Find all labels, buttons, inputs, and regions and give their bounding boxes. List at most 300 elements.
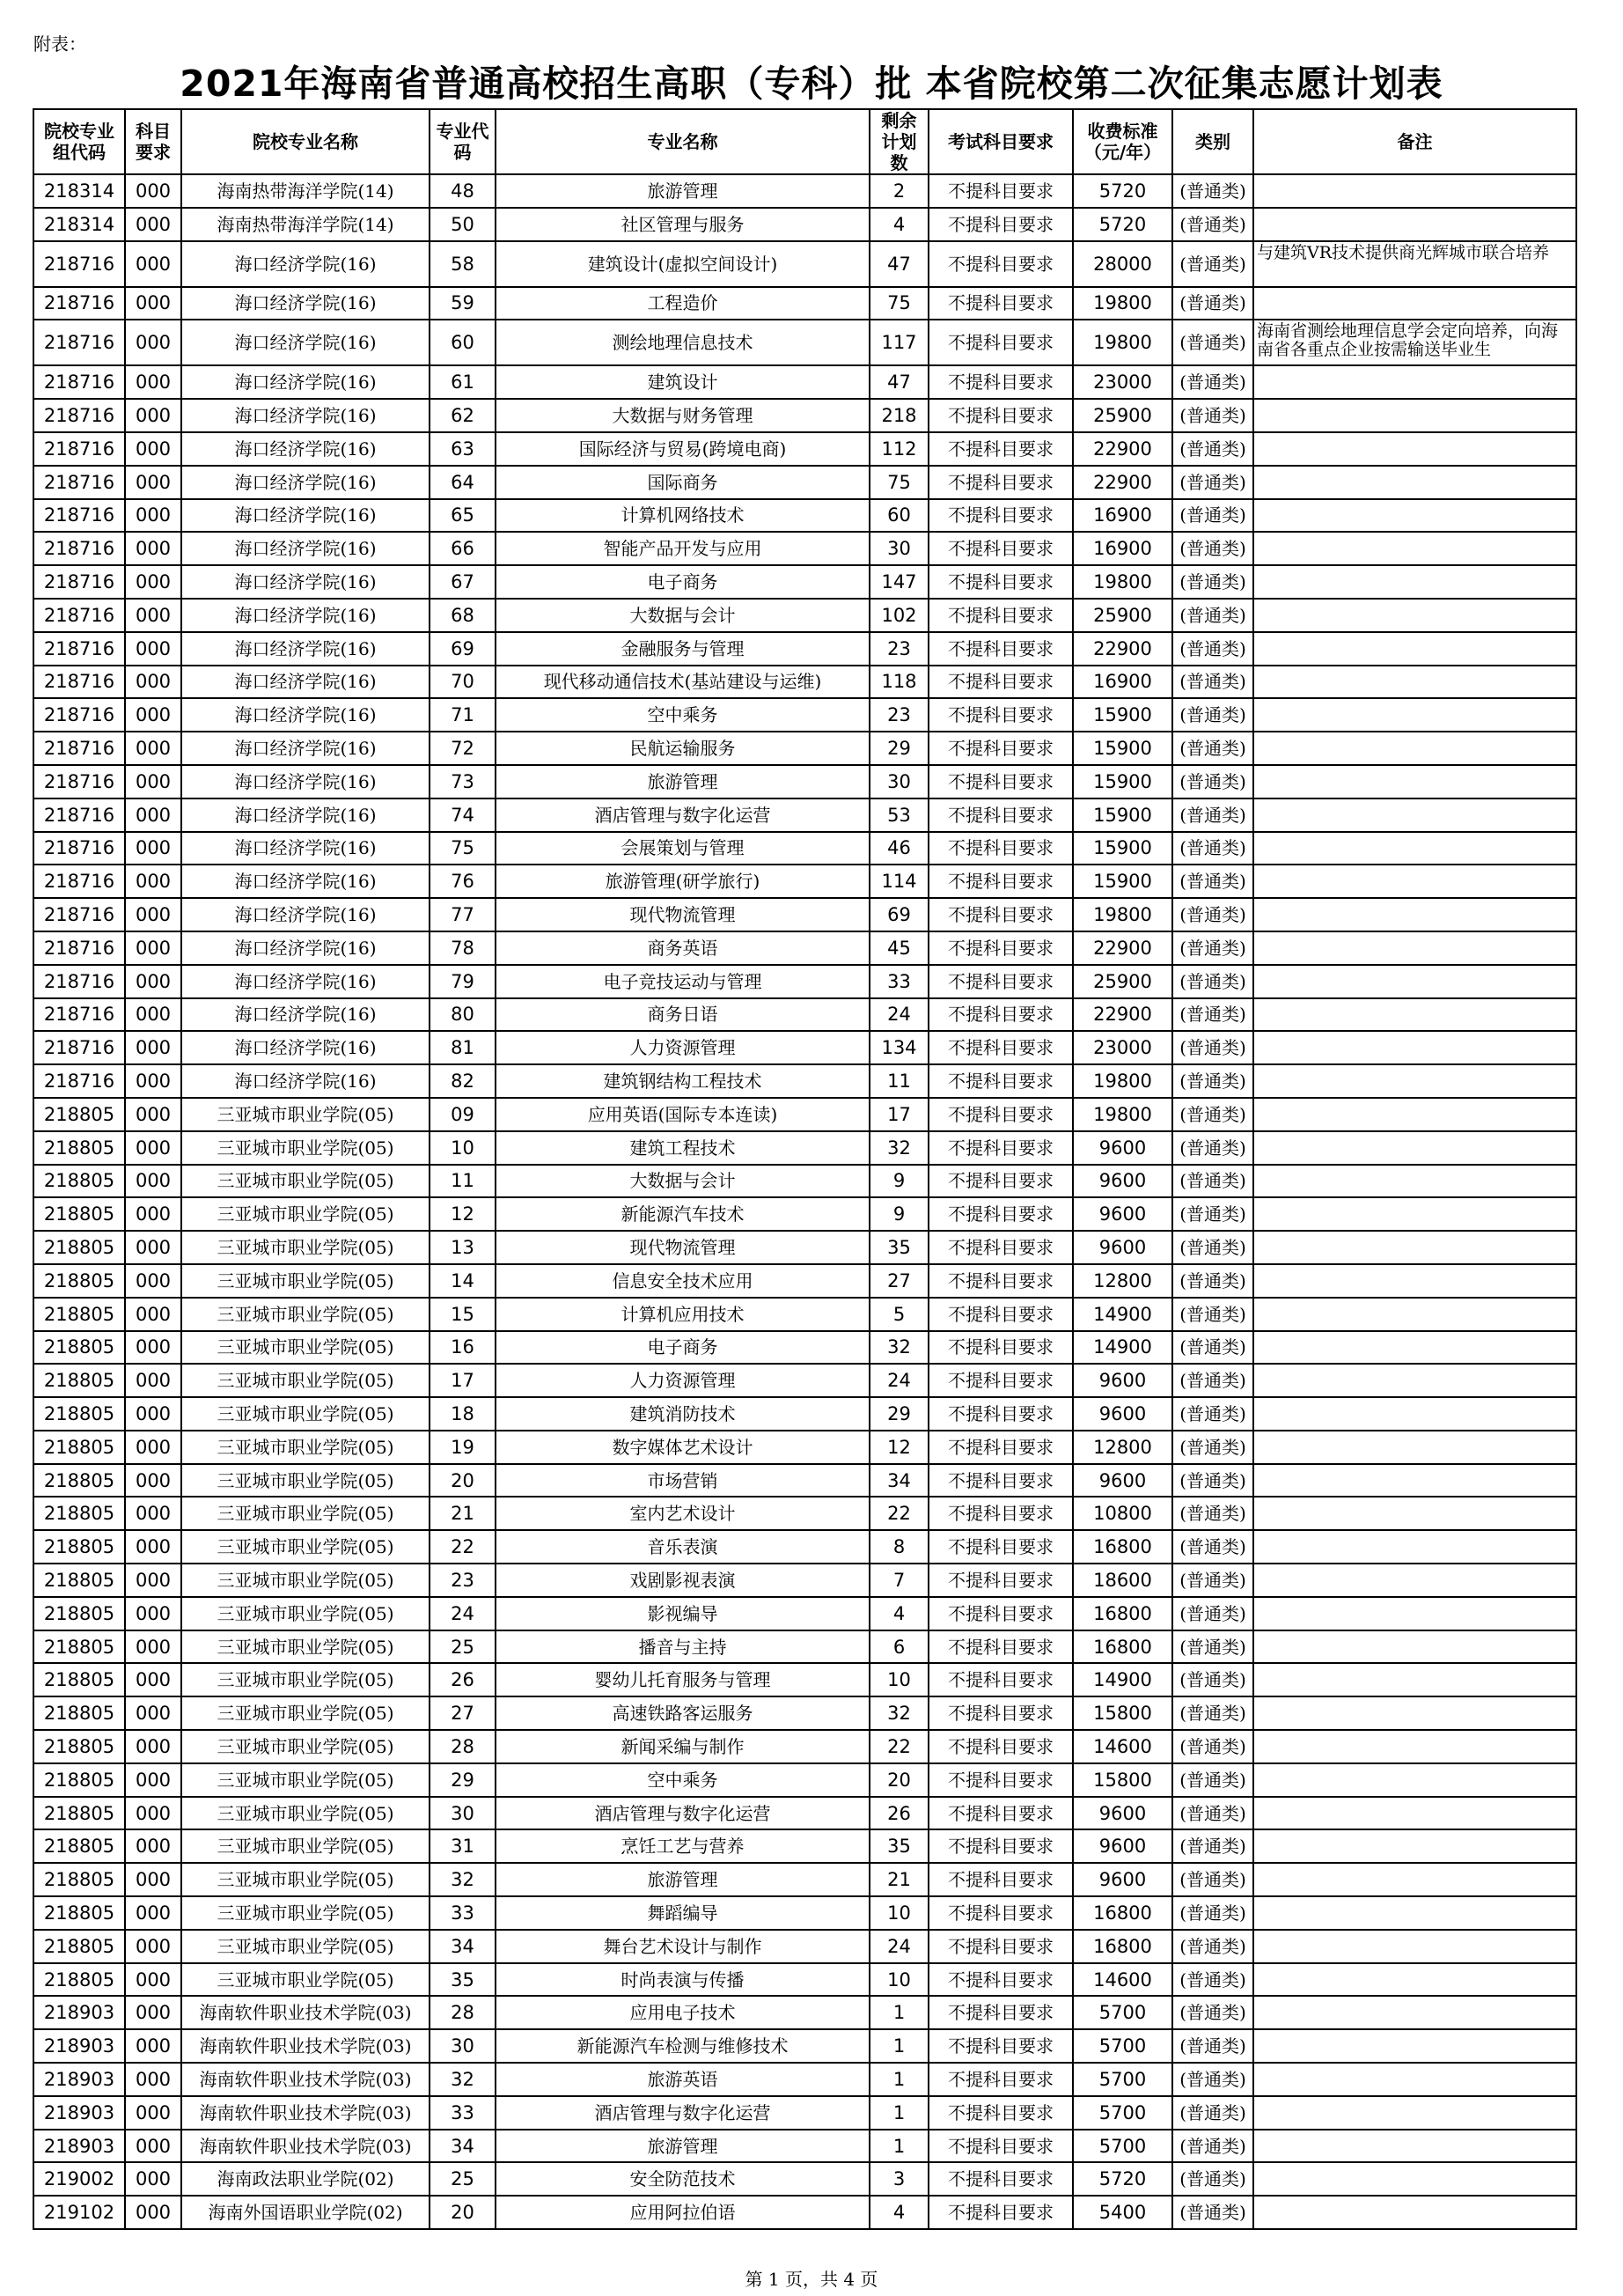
table-row — [33, 208, 1576, 241]
cell-remaining: 47 — [870, 241, 929, 287]
table-row — [33, 1663, 1576, 1696]
cell-school-name: 三亚城市职业学院(05) — [181, 1696, 430, 1730]
table-row — [33, 2063, 1576, 2096]
cell-category: (普通类) — [1172, 1098, 1253, 1131]
cell-major-name: 旅游管理 — [496, 174, 870, 208]
cell-fee: 5400 — [1073, 2196, 1172, 2229]
cell-group-code: 218314 — [33, 208, 125, 241]
cell-exam-req: 不提科目要求 — [929, 2096, 1073, 2130]
cell-school-name: 三亚城市职业学院(05) — [181, 1331, 430, 1365]
cell-fee: 19800 — [1073, 565, 1172, 599]
cell-exam-req: 不提科目要求 — [929, 1264, 1073, 1298]
cell-fee: 19800 — [1073, 320, 1172, 365]
cell-major-name: 大数据与会计 — [496, 599, 870, 632]
cell-remarks — [1253, 1996, 1576, 2029]
cell-school-name: 海口经济学院(16) — [181, 532, 430, 565]
cell-fee: 14900 — [1073, 1331, 1172, 1365]
cell-major-code: 59 — [430, 287, 496, 320]
cell-category: (普通类) — [1172, 2063, 1253, 2096]
cell-major-name: 旅游英语 — [496, 2063, 870, 2096]
cell-major-name: 高速铁路客运服务 — [496, 1696, 870, 1730]
cell-exam-req: 不提科目要求 — [929, 931, 1073, 965]
cell-school-name: 海南软件职业技术学院(03) — [181, 2029, 430, 2063]
table-row — [33, 532, 1576, 565]
cell-remaining: 32 — [870, 1696, 929, 1730]
cell-subject-req: 000 — [125, 1098, 181, 1131]
cell-group-code: 218805 — [33, 1663, 125, 1696]
cell-fee: 19800 — [1073, 898, 1172, 931]
table-row — [33, 1464, 1576, 1498]
cell-subject-req: 000 — [125, 832, 181, 865]
cell-remarks — [1253, 2029, 1576, 2063]
cell-remaining: 1 — [870, 1996, 929, 2029]
cell-subject-req: 000 — [125, 865, 181, 898]
cell-major-code: 20 — [430, 1464, 496, 1498]
cell-school-name: 海口经济学院(16) — [181, 432, 430, 466]
cell-subject-req: 000 — [125, 1298, 181, 1331]
cell-subject-req: 000 — [125, 1763, 181, 1797]
cell-fee: 22900 — [1073, 931, 1172, 965]
cell-subject-req: 000 — [125, 2162, 181, 2196]
cell-fee: 18600 — [1073, 1564, 1172, 1597]
cell-major-name: 酒店管理与数字化运营 — [496, 1797, 870, 1830]
cell-remarks — [1253, 732, 1576, 765]
cell-exam-req: 不提科目要求 — [929, 1331, 1073, 1365]
plan-table — [33, 108, 1577, 2230]
cell-major-code: 81 — [430, 1031, 496, 1064]
cell-major-name: 影视编导 — [496, 1597, 870, 1630]
cell-fee: 9600 — [1073, 1197, 1172, 1231]
cell-exam-req: 不提科目要求 — [929, 1630, 1073, 1664]
cell-school-name: 海口经济学院(16) — [181, 798, 430, 832]
table-row — [33, 1131, 1576, 1165]
cell-remarks — [1253, 1231, 1576, 1264]
header-group-code: 院校专业组代码 — [33, 109, 125, 174]
cell-group-code: 218716 — [33, 365, 125, 399]
cell-remarks — [1253, 798, 1576, 832]
cell-exam-req: 不提科目要求 — [929, 174, 1073, 208]
cell-exam-req: 不提科目要求 — [929, 1597, 1073, 1630]
cell-school-name: 海南热带海洋学院(14) — [181, 208, 430, 241]
cell-major-code: 78 — [430, 931, 496, 965]
cell-school-name: 海口经济学院(16) — [181, 466, 430, 499]
cell-group-code: 218716 — [33, 1031, 125, 1064]
table-row — [33, 998, 1576, 1032]
cell-major-code: 10 — [430, 1131, 496, 1165]
cell-category: (普通类) — [1172, 399, 1253, 432]
cell-subject-req: 000 — [125, 287, 181, 320]
cell-exam-req: 不提科目要求 — [929, 1963, 1073, 1997]
cell-remarks — [1253, 1597, 1576, 1630]
cell-school-name: 海口经济学院(16) — [181, 931, 430, 965]
cell-remaining: 4 — [870, 1597, 929, 1630]
cell-major-code: 80 — [430, 998, 496, 1032]
cell-fee: 5700 — [1073, 2096, 1172, 2130]
cell-category: (普通类) — [1172, 1364, 1253, 1397]
cell-remarks — [1253, 1930, 1576, 1963]
cell-remaining: 27 — [870, 1264, 929, 1298]
cell-major-name: 应用英语(国际专本连读) — [496, 1098, 870, 1131]
cell-remaining: 69 — [870, 898, 929, 931]
table-row — [33, 1630, 1576, 1664]
cell-category: (普通类) — [1172, 698, 1253, 732]
cell-exam-req: 不提科目要求 — [929, 1064, 1073, 1098]
cell-remaining: 23 — [870, 632, 929, 666]
cell-exam-req: 不提科目要求 — [929, 1763, 1073, 1797]
cell-group-code: 218716 — [33, 320, 125, 365]
table-row — [33, 1597, 1576, 1630]
cell-major-code: 25 — [430, 1630, 496, 1664]
cell-major-name: 室内艺术设计 — [496, 1497, 870, 1530]
cell-exam-req: 不提科目要求 — [929, 499, 1073, 533]
cell-remarks — [1253, 998, 1576, 1032]
table-row — [33, 1829, 1576, 1863]
table-row — [33, 1763, 1576, 1797]
table-row — [33, 1397, 1576, 1431]
cell-remaining: 75 — [870, 287, 929, 320]
cell-major-name: 应用阿拉伯语 — [496, 2196, 870, 2229]
cell-exam-req: 不提科目要求 — [929, 599, 1073, 632]
cell-remaining: 75 — [870, 466, 929, 499]
cell-remarks — [1253, 1530, 1576, 1564]
cell-subject-req: 000 — [125, 1497, 181, 1530]
cell-remaining: 1 — [870, 2130, 929, 2163]
header-category: 类别 — [1172, 109, 1253, 174]
cell-school-name: 海口经济学院(16) — [181, 998, 430, 1032]
cell-school-name: 三亚城市职业学院(05) — [181, 1298, 430, 1331]
table-row — [33, 174, 1576, 208]
cell-group-code: 218716 — [33, 998, 125, 1032]
cell-category: (普通类) — [1172, 1863, 1253, 1896]
table-row — [33, 1930, 1576, 1963]
cell-subject-req: 000 — [125, 1963, 181, 1997]
cell-group-code: 218716 — [33, 532, 125, 565]
cell-fee: 9600 — [1073, 1397, 1172, 1431]
cell-school-name: 三亚城市职业学院(05) — [181, 1264, 430, 1298]
cell-exam-req: 不提科目要求 — [929, 2063, 1073, 2096]
cell-remarks — [1253, 1696, 1576, 1730]
cell-exam-req: 不提科目要求 — [929, 1131, 1073, 1165]
cell-major-name: 新闻采编与制作 — [496, 1730, 870, 1763]
cell-remarks: 海南省测绘地理信息学会定向培养，向海南省各重点企业按需输送毕业生 — [1253, 320, 1576, 365]
cell-remaining: 46 — [870, 832, 929, 865]
cell-fee: 14600 — [1073, 1963, 1172, 1997]
cell-group-code: 218716 — [33, 432, 125, 466]
cell-exam-req: 不提科目要求 — [929, 241, 1073, 287]
cell-school-name: 海口经济学院(16) — [181, 666, 430, 699]
cell-major-code: 19 — [430, 1431, 496, 1464]
cell-major-name: 安全防范技术 — [496, 2162, 870, 2196]
cell-category: (普通类) — [1172, 732, 1253, 765]
cell-exam-req: 不提科目要求 — [929, 365, 1073, 399]
cell-school-name: 海南政法职业学院(02) — [181, 2162, 430, 2196]
cell-fee: 28000 — [1073, 241, 1172, 287]
cell-major-name: 国际商务 — [496, 466, 870, 499]
cell-school-name: 三亚城市职业学院(05) — [181, 1564, 430, 1597]
cell-school-name: 三亚城市职业学院(05) — [181, 1397, 430, 1431]
cell-group-code: 218716 — [33, 798, 125, 832]
cell-subject-req: 000 — [125, 1730, 181, 1763]
cell-category: (普通类) — [1172, 1131, 1253, 1165]
cell-remaining: 12 — [870, 1431, 929, 1464]
cell-group-code: 218805 — [33, 1763, 125, 1797]
cell-remarks — [1253, 1364, 1576, 1397]
cell-fee: 9600 — [1073, 1797, 1172, 1830]
cell-school-name: 三亚城市职业学院(05) — [181, 1963, 430, 1997]
cell-exam-req: 不提科目要求 — [929, 1863, 1073, 1896]
cell-exam-req: 不提科目要求 — [929, 1696, 1073, 1730]
table-row — [33, 931, 1576, 965]
cell-fee: 15900 — [1073, 698, 1172, 732]
cell-major-name: 酒店管理与数字化运营 — [496, 2096, 870, 2130]
cell-fee: 15800 — [1073, 1763, 1172, 1797]
cell-fee: 22900 — [1073, 466, 1172, 499]
cell-exam-req: 不提科目要求 — [929, 1930, 1073, 1963]
cell-remaining: 112 — [870, 432, 929, 466]
cell-fee: 16900 — [1073, 532, 1172, 565]
cell-major-name: 大数据与会计 — [496, 1165, 870, 1198]
cell-subject-req: 000 — [125, 965, 181, 998]
cell-major-code: 20 — [430, 2196, 496, 2229]
cell-remarks — [1253, 632, 1576, 666]
cell-major-code: 63 — [430, 432, 496, 466]
page-title: 2021年海南省普通高校招生高职（专科）批 本省院校第二次征集志愿计划表 — [180, 63, 1443, 105]
cell-exam-req: 不提科目要求 — [929, 1431, 1073, 1464]
cell-category: (普通类) — [1172, 174, 1253, 208]
cell-major-name: 酒店管理与数字化运营 — [496, 798, 870, 832]
cell-category: (普通类) — [1172, 1564, 1253, 1597]
cell-major-code: 18 — [430, 1397, 496, 1431]
table-row — [33, 365, 1576, 399]
table-row — [33, 1530, 1576, 1564]
cell-school-name: 三亚城市职业学院(05) — [181, 1431, 430, 1464]
cell-subject-req: 000 — [125, 1364, 181, 1397]
table-row — [33, 1298, 1576, 1331]
cell-major-code: 75 — [430, 832, 496, 865]
table-row — [33, 865, 1576, 898]
table-row — [33, 1165, 1576, 1198]
cell-exam-req: 不提科目要求 — [929, 1364, 1073, 1397]
cell-group-code: 218716 — [33, 565, 125, 599]
cell-subject-req: 000 — [125, 2130, 181, 2163]
cell-group-code: 218805 — [33, 1696, 125, 1730]
cell-fee: 16800 — [1073, 1930, 1172, 1963]
cell-group-code: 218805 — [33, 1630, 125, 1664]
cell-exam-req: 不提科目要求 — [929, 1165, 1073, 1198]
cell-subject-req: 000 — [125, 1264, 181, 1298]
cell-major-name: 旅游管理 — [496, 2130, 870, 2163]
cell-remaining: 1 — [870, 2096, 929, 2130]
cell-subject-req: 000 — [125, 1331, 181, 1365]
cell-major-code: 25 — [430, 2162, 496, 2196]
cell-remarks — [1253, 1829, 1576, 1863]
cell-group-code: 218805 — [33, 1930, 125, 1963]
header-exam-req: 考试科目要求 — [929, 109, 1073, 174]
cell-group-code: 218805 — [33, 1829, 125, 1863]
cell-subject-req: 000 — [125, 732, 181, 765]
cell-subject-req: 000 — [125, 1231, 181, 1264]
cell-major-name: 舞蹈编导 — [496, 1896, 870, 1930]
cell-subject-req: 000 — [125, 698, 181, 732]
cell-exam-req: 不提科目要求 — [929, 965, 1073, 998]
cell-subject-req: 000 — [125, 1597, 181, 1630]
cell-remaining: 30 — [870, 532, 929, 565]
cell-major-name: 电子竞技运动与管理 — [496, 965, 870, 998]
cell-remarks — [1253, 2130, 1576, 2163]
cell-remaining: 23 — [870, 698, 929, 732]
cell-subject-req: 000 — [125, 1564, 181, 1597]
cell-category: (普通类) — [1172, 931, 1253, 965]
cell-major-name: 智能产品开发与应用 — [496, 532, 870, 565]
cell-exam-req: 不提科目要求 — [929, 666, 1073, 699]
cell-exam-req: 不提科目要求 — [929, 998, 1073, 1032]
cell-group-code: 218716 — [33, 499, 125, 533]
cell-group-code: 218314 — [33, 174, 125, 208]
cell-major-code: 79 — [430, 965, 496, 998]
cell-fee: 16900 — [1073, 499, 1172, 533]
cell-subject-req: 000 — [125, 208, 181, 241]
cell-major-name: 人力资源管理 — [496, 1364, 870, 1397]
cell-remaining: 117 — [870, 320, 929, 365]
cell-school-name: 三亚城市职业学院(05) — [181, 1730, 430, 1763]
cell-remarks — [1253, 1331, 1576, 1365]
cell-school-name: 三亚城市职业学院(05) — [181, 1530, 430, 1564]
table-body — [33, 174, 1576, 2229]
cell-fee: 23000 — [1073, 1031, 1172, 1064]
cell-remaining: 1 — [870, 2029, 929, 2063]
cell-remaining: 118 — [870, 666, 929, 699]
cell-category: (普通类) — [1172, 1730, 1253, 1763]
cell-major-name: 时尚表演与传播 — [496, 1963, 870, 1997]
cell-remaining: 17 — [870, 1098, 929, 1131]
cell-fee: 22900 — [1073, 632, 1172, 666]
cell-remarks — [1253, 466, 1576, 499]
cell-fee: 5700 — [1073, 2063, 1172, 2096]
cell-exam-req: 不提科目要求 — [929, 898, 1073, 931]
header-fee: 收费标准（元/年） — [1073, 109, 1172, 174]
cell-remaining: 114 — [870, 865, 929, 898]
cell-remarks — [1253, 1763, 1576, 1797]
cell-major-code: 60 — [430, 320, 496, 365]
cell-subject-req: 000 — [125, 466, 181, 499]
cell-subject-req: 000 — [125, 1829, 181, 1863]
cell-remarks — [1253, 565, 1576, 599]
cell-exam-req: 不提科目要求 — [929, 1298, 1073, 1331]
cell-category: (普通类) — [1172, 432, 1253, 466]
cell-exam-req: 不提科目要求 — [929, 1829, 1073, 1863]
cell-group-code: 218716 — [33, 399, 125, 432]
cell-fee: 14900 — [1073, 1663, 1172, 1696]
cell-school-name: 三亚城市职业学院(05) — [181, 1896, 430, 1930]
cell-category: (普通类) — [1172, 865, 1253, 898]
table-row — [33, 565, 1576, 599]
cell-school-name: 三亚城市职业学院(05) — [181, 1630, 430, 1664]
table-row — [33, 241, 1576, 287]
cell-major-name: 人力资源管理 — [496, 1031, 870, 1064]
cell-school-name: 海口经济学院(16) — [181, 599, 430, 632]
cell-major-name: 建筑消防技术 — [496, 1397, 870, 1431]
cell-remarks — [1253, 532, 1576, 565]
cell-group-code: 218805 — [33, 1131, 125, 1165]
cell-fee: 9600 — [1073, 1231, 1172, 1264]
cell-category: (普通类) — [1172, 1464, 1253, 1498]
cell-group-code: 218805 — [33, 1863, 125, 1896]
cell-exam-req: 不提科目要求 — [929, 1464, 1073, 1498]
cell-subject-req: 000 — [125, 599, 181, 632]
cell-category: (普通类) — [1172, 1197, 1253, 1231]
cell-remaining: 147 — [870, 565, 929, 599]
cell-remarks — [1253, 599, 1576, 632]
cell-school-name: 海南软件职业技术学院(03) — [181, 2063, 430, 2096]
cell-remarks — [1253, 965, 1576, 998]
cell-category: (普通类) — [1172, 1064, 1253, 1098]
cell-fee: 5720 — [1073, 208, 1172, 241]
cell-subject-req: 000 — [125, 2029, 181, 2063]
cell-major-name: 戏剧影视表演 — [496, 1564, 870, 1597]
cell-remarks: 与建筑VR技术提供商光辉城市联合培养 — [1253, 241, 1576, 287]
table-row — [33, 1497, 1576, 1530]
cell-subject-req: 000 — [125, 1863, 181, 1896]
cell-fee: 9600 — [1073, 1165, 1172, 1198]
cell-major-code: 74 — [430, 798, 496, 832]
cell-category: (普通类) — [1172, 365, 1253, 399]
cell-remaining: 134 — [870, 1031, 929, 1064]
cell-major-code: 28 — [430, 1730, 496, 1763]
cell-subject-req: 000 — [125, 1896, 181, 1930]
cell-major-code: 66 — [430, 532, 496, 565]
cell-remarks — [1253, 1031, 1576, 1064]
cell-major-name: 数字媒体艺术设计 — [496, 1431, 870, 1464]
cell-subject-req: 000 — [125, 1064, 181, 1098]
table-row — [33, 1963, 1576, 1997]
cell-major-code: 72 — [430, 732, 496, 765]
cell-school-name: 海口经济学院(16) — [181, 732, 430, 765]
table-row — [33, 832, 1576, 865]
cell-fee: 19800 — [1073, 1098, 1172, 1131]
cell-fee: 5700 — [1073, 1996, 1172, 2029]
cell-remaining: 53 — [870, 798, 929, 832]
table-row — [33, 1896, 1576, 1930]
cell-exam-req: 不提科目要求 — [929, 2162, 1073, 2196]
cell-school-name: 海口经济学院(16) — [181, 1064, 430, 1098]
cell-category: (普通类) — [1172, 2096, 1253, 2130]
cell-remarks — [1253, 832, 1576, 865]
cell-school-name: 海口经济学院(16) — [181, 898, 430, 931]
cell-remaining: 10 — [870, 1963, 929, 1997]
table-row — [33, 2029, 1576, 2063]
cell-remaining: 218 — [870, 399, 929, 432]
table-row — [33, 1331, 1576, 1365]
cell-major-name: 建筑钢结构工程技术 — [496, 1064, 870, 1098]
cell-subject-req: 000 — [125, 1930, 181, 1963]
cell-exam-req: 不提科目要求 — [929, 1231, 1073, 1264]
cell-school-name: 海口经济学院(16) — [181, 865, 430, 898]
cell-major-code: 11 — [430, 1165, 496, 1198]
cell-remarks — [1253, 865, 1576, 898]
cell-fee: 9600 — [1073, 1364, 1172, 1397]
table-row — [33, 432, 1576, 466]
cell-subject-req: 000 — [125, 666, 181, 699]
cell-remarks — [1253, 1197, 1576, 1231]
cell-subject-req: 000 — [125, 632, 181, 666]
cell-remarks — [1253, 1863, 1576, 1896]
cell-major-name: 旅游管理 — [496, 765, 870, 798]
cell-subject-req: 000 — [125, 2196, 181, 2229]
cell-school-name: 三亚城市职业学院(05) — [181, 1597, 430, 1630]
table-row — [33, 1264, 1576, 1298]
cell-major-code: 34 — [430, 1930, 496, 1963]
table-row — [33, 1996, 1576, 2029]
